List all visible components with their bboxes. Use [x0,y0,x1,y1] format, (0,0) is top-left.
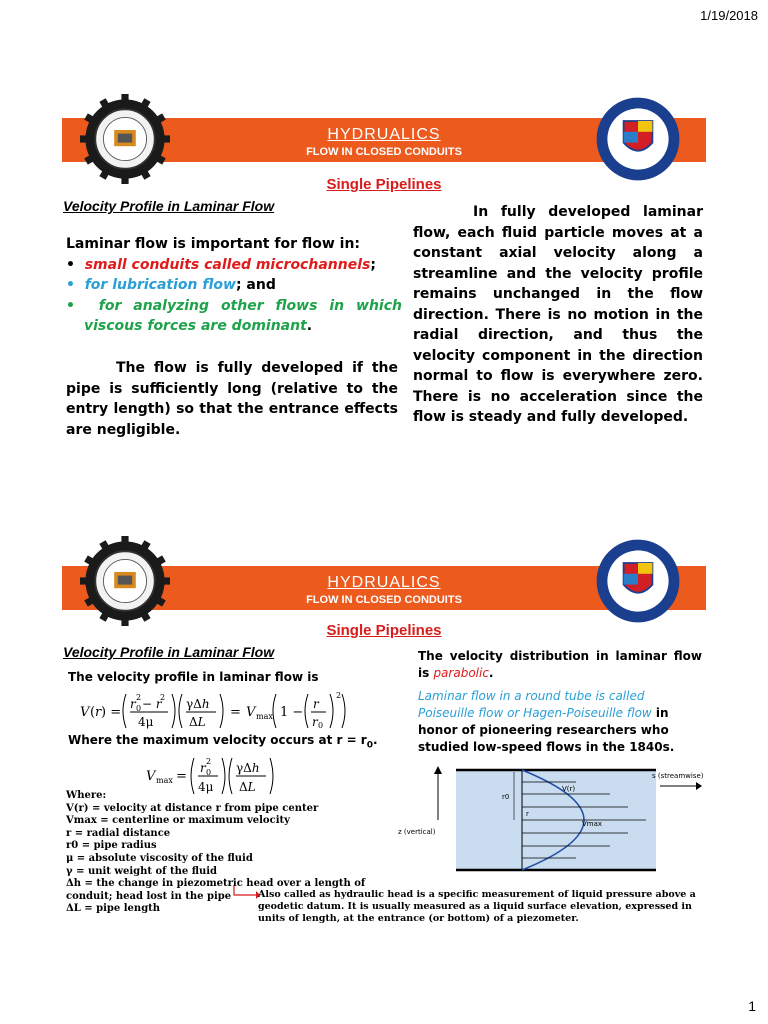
definition-item: r0 = pipe radius [66,840,157,852]
svg-text:0: 0 [318,721,324,730]
paragraph-text: . [488,666,494,680]
r-label: r [526,810,529,818]
slide-2 [0,548,768,968]
svg-text:) =: ) = [101,705,122,720]
svg-text:r: r [313,697,319,711]
university-gear-seal-logo [80,94,170,184]
page-date: 1/19/2018 [700,8,758,23]
max-velocity-tail: . [373,733,378,747]
r0-label: r0 [502,793,510,801]
svg-text:r: r [95,705,102,720]
poiseuille-text: Laminar flow in a round tube is called Poiseuille flow or Hagen-Poiseuille flow [418,689,652,720]
paragraph-text: in honor of pioneering researchers who studied low-speed flows in the 1840s. [418,706,675,754]
definition-item: γ = unit weight of the fluid [66,865,218,877]
svg-text:2: 2 [206,757,212,766]
vr-label: V(r) [562,785,576,793]
definition-item: Vmax = centerline or maximum velocity [66,815,290,827]
svg-text:− r: − r [142,697,162,711]
section-heading: Single Pipelines [326,176,442,193]
definition-item: conduit; head lost in the pipe [66,890,232,902]
svg-text:=: = [230,705,241,720]
viscous-forces-text: for analyzing other flows in which viscous forces are dominant [84,297,402,334]
list-item: • for lubrication flow; and [66,277,276,293]
svg-text:=: = [176,769,187,784]
svg-text:4μ: 4μ [198,780,214,794]
list-item: • for analyzing other flows in which viscous forces are dominant. [66,297,402,334]
parabolic-text: parabolic [433,666,489,680]
fully-developed-paragraph: The flow is fully developed if the pipe is sufficiently long (relative to the entry length) so that the entrance effects are negligible. [66,360,398,438]
svg-text:2: 2 [136,693,142,702]
definition-item: V(r) = velocity at distance r from pipe center [66,802,319,814]
profile-intro: The velocity profile in laminar flow is [68,670,319,684]
banner-subtitle: FLOW IN CLOSED CONDUITS [306,594,462,606]
streamwise-axis-label: s (streamwise) [652,772,704,780]
svg-text:r: r [130,697,136,711]
svg-text:max: max [156,776,173,785]
particle-motion-paragraph: In fully developed laminar flow, each fluid particle moves at a constant axial velocity along a streamline and the velocity profile remains unchanged in the flow direction. There is no motion in the radial direction, and thus the velocity component in the direction normal to flow is everywhere zero. There is no acceleration since the flow is steady and fully developed. [413,204,703,425]
poiseuille-paragraph [418,688,702,756]
definition-item: r = radial distance [66,827,171,839]
list-intro: Laminar flow is important for flow in: [66,236,361,252]
list-item-tail: . [306,318,313,334]
max-velocity-statement [68,732,378,754]
slide-subtitle: Velocity Profile in Laminar Flow [63,198,275,214]
list-item-tail: ; [370,256,376,273]
university-gear-seal-logo [80,536,170,626]
university-crest-seal-logo [593,536,683,626]
banner-title: HYDRUALICS [327,574,441,591]
svg-text:V: V [246,705,256,720]
slide-1 [0,100,768,500]
svg-text:0: 0 [206,768,212,777]
velocity-distribution-paragraph [418,648,702,682]
definition-item: Δh = the change in piezometric head over a length of [66,878,366,890]
vertical-axis-label: z (vertical) [398,828,436,836]
svg-text:max: max [256,712,273,721]
section-heading: Single Pipelines [326,622,442,639]
velocity-profile-equation [80,688,380,734]
where-label: Where: [66,790,107,801]
svg-text:γΔh: γΔh [236,761,260,775]
svg-text:(: ( [90,705,96,720]
svg-text:r: r [200,761,206,775]
page-number: 1 [748,998,756,1014]
max-velocity-text: Where the maximum velocity occurs at r = r [68,733,367,747]
definition-item: ΔL = pipe length [66,903,161,915]
svg-text:1 −: 1 − [280,705,304,720]
university-crest-seal-logo [593,94,683,184]
svg-text:r: r [312,715,318,729]
svg-text:ΔL: ΔL [239,780,256,794]
svg-text:0: 0 [136,704,142,713]
vmax-label: Vmax [582,820,603,828]
svg-text:ΔL: ΔL [189,715,206,729]
banner-subtitle: FLOW IN CLOSED CONDUITS [306,146,462,158]
lubrication-text: for lubrication flow [84,277,236,293]
svg-text:V: V [146,769,156,784]
banner-title: HYDRUALICS [327,126,441,143]
pipe-velocity-profile-diagram [396,764,726,884]
definition-item: μ = absolute viscosity of the fluid [66,852,253,864]
note-arrow-icon [232,884,260,902]
laminar-importance-list [66,234,402,337]
svg-text:4μ: 4μ [138,715,154,729]
svg-text:2: 2 [160,693,166,702]
list-item: • small conduits called microchannels; [66,256,376,273]
slide-subtitle: Velocity Profile in Laminar Flow [63,644,275,660]
svg-text:γΔh: γΔh [186,697,210,711]
svg-text:2: 2 [336,691,342,700]
piezometric-head-note: Also called as hydraulic head is a specific measurement of liquid pressure above a geodetic datum. It is usually measured as a liquid surface elevation, expressed in units of length, at the entrance (or bottom) of a piezometer. [258,889,696,924]
list-item-tail: ; and [235,277,276,293]
max-velocity-subscript: 0 [366,740,373,751]
microchannels-text: small conduits called microchannels [84,256,371,273]
svg-text:V: V [80,705,90,720]
paragraph-text: The velocity distribution in laminar flow is [418,649,702,680]
